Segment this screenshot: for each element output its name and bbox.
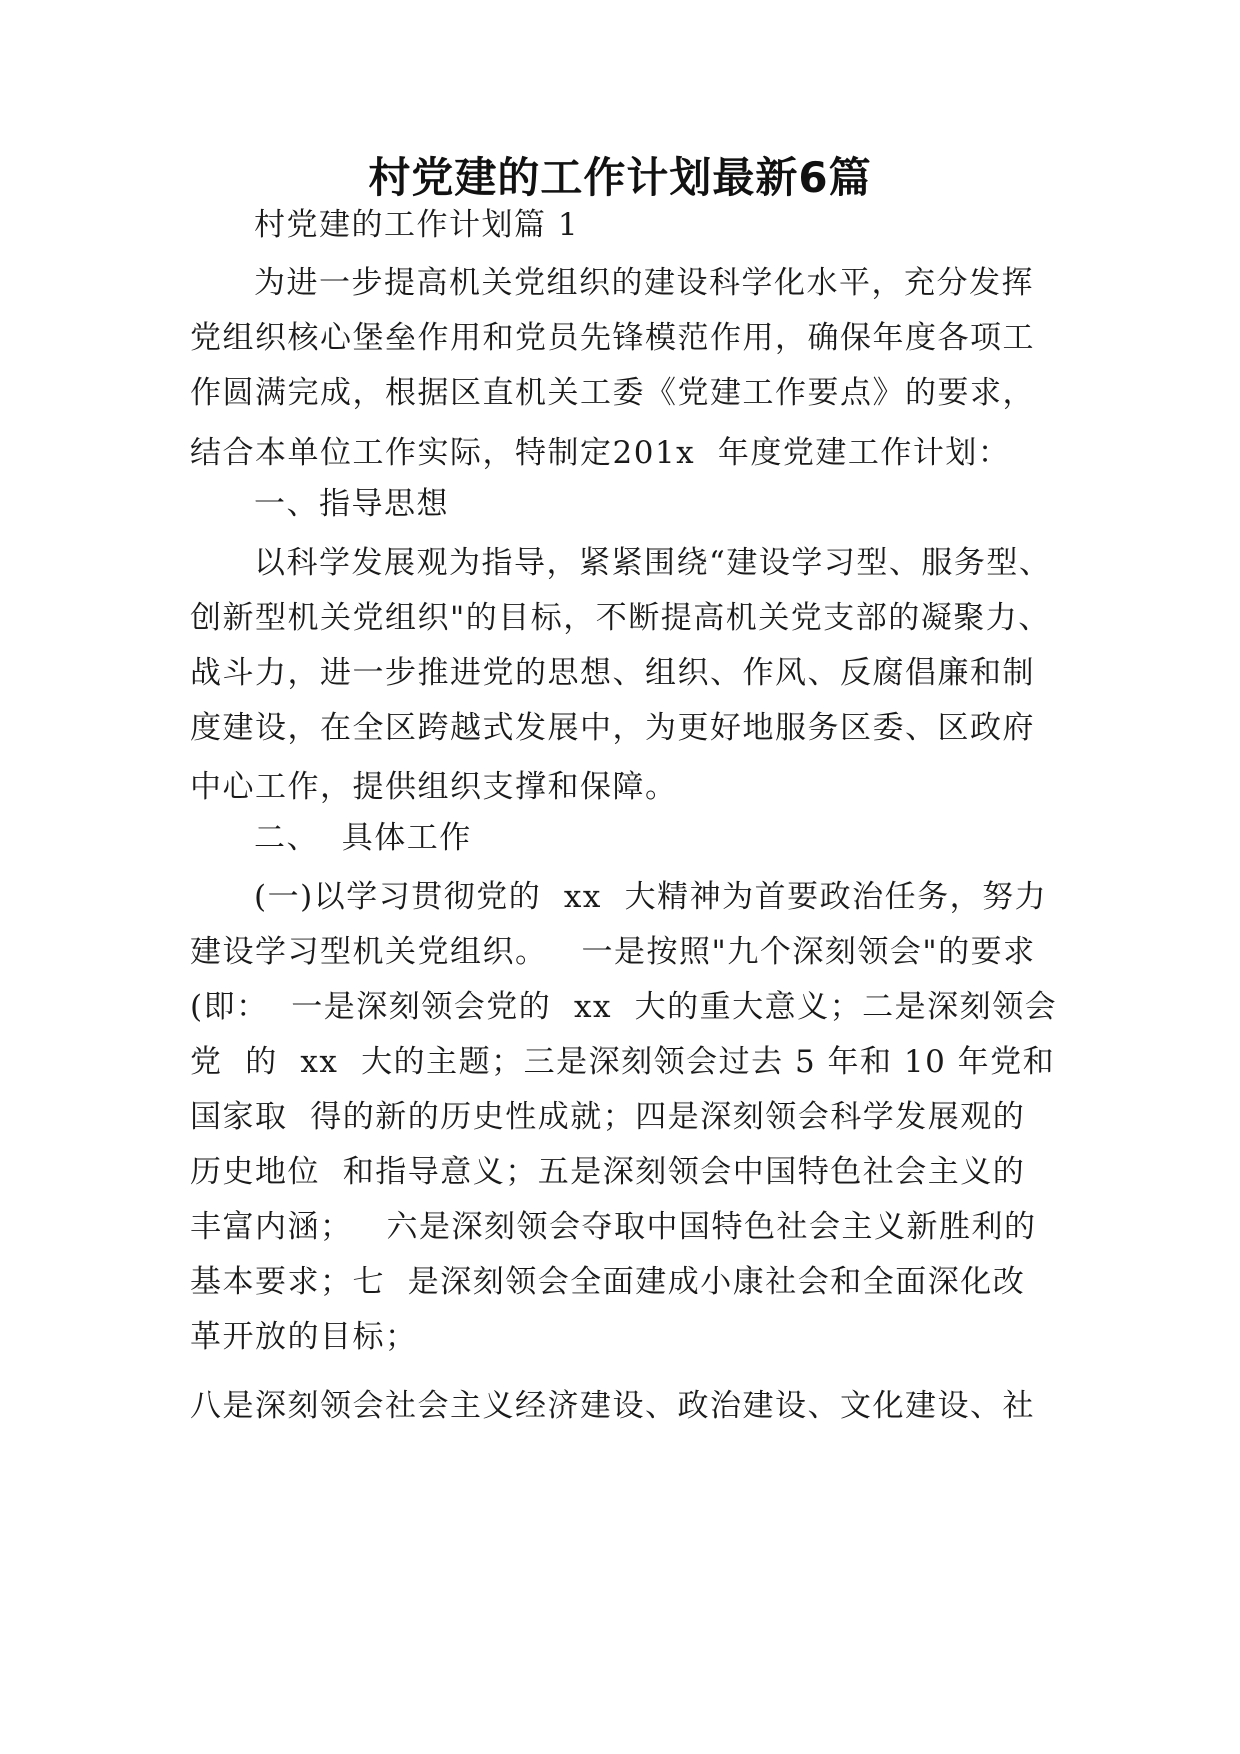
- paragraph-line: 战斗力，进一步推进党的思想、组织、作风、反腐倡廉和制: [190, 655, 1035, 691]
- paragraph-line: 建设学习型机关党组织。 一是按照"九个深刻领会"的要求: [190, 934, 1036, 970]
- paragraph-line: 中心工作，提供组织支撑和保障。: [190, 769, 678, 805]
- paragraph-line: 作圆满完成，根据区直机关工委《党建工作要点》的要求，: [190, 375, 1035, 411]
- paragraph-line: 八是深刻领会社会主义经济建设、政治建设、文化建设、社: [190, 1388, 1035, 1424]
- section-heading: 二、 具体工作: [254, 820, 472, 856]
- paragraph-line: 丰富内涵； 六是深刻领会夺取中国特色社会主义新胜利的: [190, 1209, 1037, 1245]
- paragraph-line: 革开放的目标；: [190, 1319, 418, 1355]
- paragraph-line: 度建设，在全区跨越式发展中，为更好地服务区委、区政府: [190, 710, 1035, 746]
- paragraph-line: 基本要求；七 是深刻领会全面建成小康社会和全面深化改: [190, 1264, 1026, 1300]
- paragraph-line: (一)以学习贯彻党的 xx 大精神为首要政治任务，努力: [254, 879, 1048, 915]
- paragraph-line: 历史地位 和指导意义；五是深刻领会中国特色社会主义的: [190, 1154, 1026, 1190]
- paragraph-line: 结合本单位工作实际，特制定201x 年度党建工作计划：: [190, 435, 1011, 471]
- paragraph-line: 党 的 xx 大的主题；三是深刻领会过去 5 年和 10 年党和: [190, 1044, 1056, 1080]
- paragraph-line: (即： 一是深刻领会党的 xx 大的重大意义；二是深刻领会: [190, 989, 1058, 1025]
- section-heading: 一、指导思想: [254, 486, 449, 522]
- section-heading: 村党建的工作计划篇 1: [254, 207, 580, 243]
- paragraph-line: 国家取 得的新的历史性成就；四是深刻领会科学发展观的: [190, 1099, 1026, 1135]
- paragraph-line: 为进一步提高机关党组织的建设科学化水平，充分发挥: [254, 265, 1034, 301]
- paragraph-line: 党组织核心堡垒作用和党员先锋模范作用，确保年度各项工: [190, 320, 1035, 356]
- document-title: 村党建的工作计划最新6篇: [368, 153, 872, 202]
- paragraph-line: 以科学发展观为指导，紧紧围绕“建设学习型、服务型、: [254, 545, 1052, 581]
- paragraph-line: 创新型机关党组织"的目标，不断提高机关党支部的凝聚力、: [190, 600, 1051, 636]
